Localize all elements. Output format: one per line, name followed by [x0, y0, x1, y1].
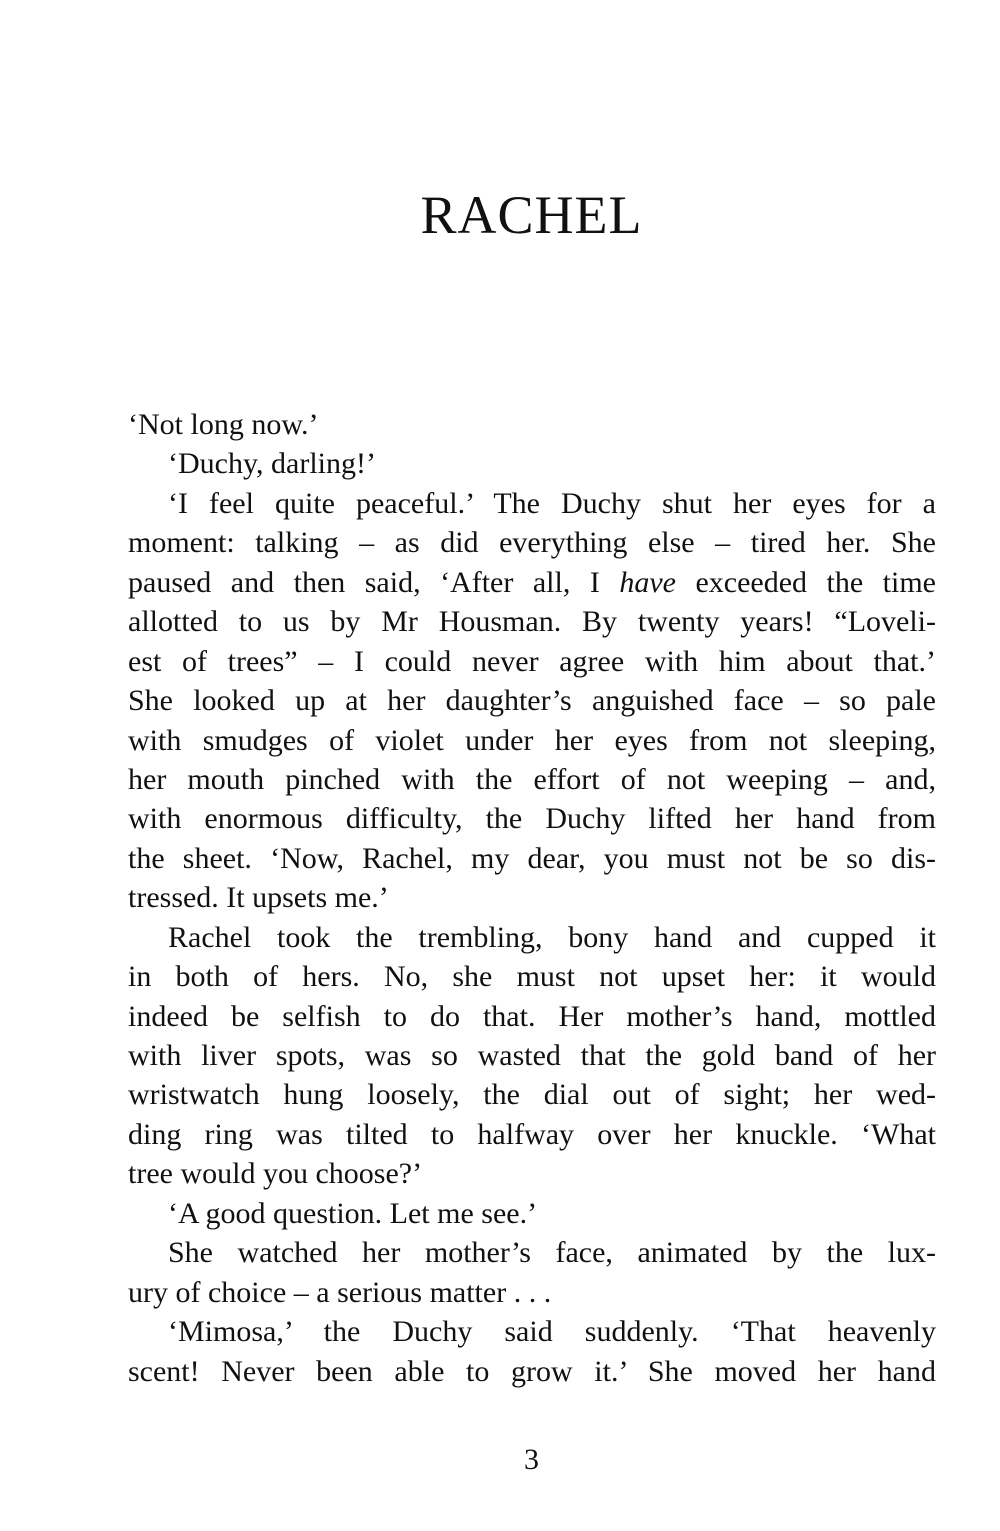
text-line: [128, 1154, 936, 1193]
text-line-content: wristwatch hung loosely, the dial out of sight; her wed-: [128, 1078, 936, 1112]
text-line-content: paused and then said, ‘After all, I: [128, 565, 620, 599]
text-line-content: exceeded the time: [675, 565, 936, 599]
text-line: [128, 681, 936, 720]
text-line: [128, 602, 936, 641]
text-line-content: tree would you choose?’: [128, 1157, 423, 1191]
text-line: [128, 839, 936, 878]
body-text: [128, 405, 936, 1391]
text-line-content: ‘Mimosa,’ the Duchy said suddenly. ‘That heavenly: [168, 1315, 936, 1349]
chapter-title: RACHEL: [420, 185, 643, 245]
text-line-content: ding ring was tilted to halfway over her knuckle. ‘What: [128, 1117, 936, 1151]
text-line-content: the sheet. ‘Now, Rachel, my dear, you must not be so dis-: [128, 841, 936, 875]
text-line-content: moment: talking – as did everything else – tired her. She: [128, 526, 936, 560]
text-line: [128, 405, 936, 444]
text-line-content: ‘Duchy, darling!’: [168, 447, 376, 481]
emphasized-word: have: [619, 565, 676, 599]
text-line: [128, 484, 936, 523]
text-line-content: Rachel took the trembling, bony hand and cupped it: [168, 920, 936, 954]
text-line: [128, 760, 936, 799]
text-line-content: ‘I feel quite peaceful.’ The Duchy shut her eyes for a: [168, 486, 936, 520]
text-line: [128, 444, 936, 483]
text-line-content: in both of hers. No, she must not upset her: it would: [128, 960, 936, 994]
text-line: [128, 1233, 936, 1272]
page-number: 3: [524, 1443, 539, 1476]
text-line: [128, 1352, 936, 1391]
text-line: [128, 799, 936, 838]
text-line: [128, 721, 936, 760]
text-line: [128, 1273, 936, 1312]
text-line-content: tressed. It upsets me.’: [128, 881, 389, 915]
text-line-content: her mouth pinched with the effort of not weeping – and,: [128, 762, 936, 796]
text-line-content: with enormous difficulty, the Duchy lifted her hand from: [128, 802, 936, 836]
text-line-content: with smudges of violet under her eyes from not sleeping,: [128, 723, 936, 757]
text-line: [128, 1194, 936, 1233]
text-line-content: She watched her mother’s face, animated by the lux-: [168, 1236, 936, 1270]
text-line-content: ‘A good question. Let me see.’: [168, 1196, 538, 1230]
text-line-content: She looked up at her daughter’s anguished face – so pale: [128, 684, 936, 718]
text-line-content: scent! Never been able to grow it.’ She moved her hand: [128, 1354, 936, 1388]
text-line: [128, 563, 936, 602]
text-line-content: allotted to us by Mr Housman. By twenty years! “Loveli-: [128, 605, 936, 639]
text-line-content: ‘Not long now.’: [128, 408, 319, 441]
text-line: [128, 642, 936, 681]
text-line: [128, 523, 936, 562]
text-line: [128, 1312, 936, 1351]
text-line-content: est of trees” – I could never agree with him about that.’: [128, 644, 936, 678]
text-line-content: with liver spots, was so wasted that the gold band of her: [128, 1039, 936, 1072]
text-line-content: ury of choice – a serious matter . . .: [128, 1275, 552, 1309]
text-line: [128, 878, 936, 917]
text-line: [128, 1036, 936, 1075]
text-line: [128, 957, 936, 996]
text-line: [128, 997, 936, 1036]
text-line: [128, 1075, 936, 1114]
text-line: [128, 1115, 936, 1154]
text-line: [128, 918, 936, 957]
text-line-content: indeed be selfish to do that. Her mother’s hand, mottled: [128, 999, 936, 1033]
